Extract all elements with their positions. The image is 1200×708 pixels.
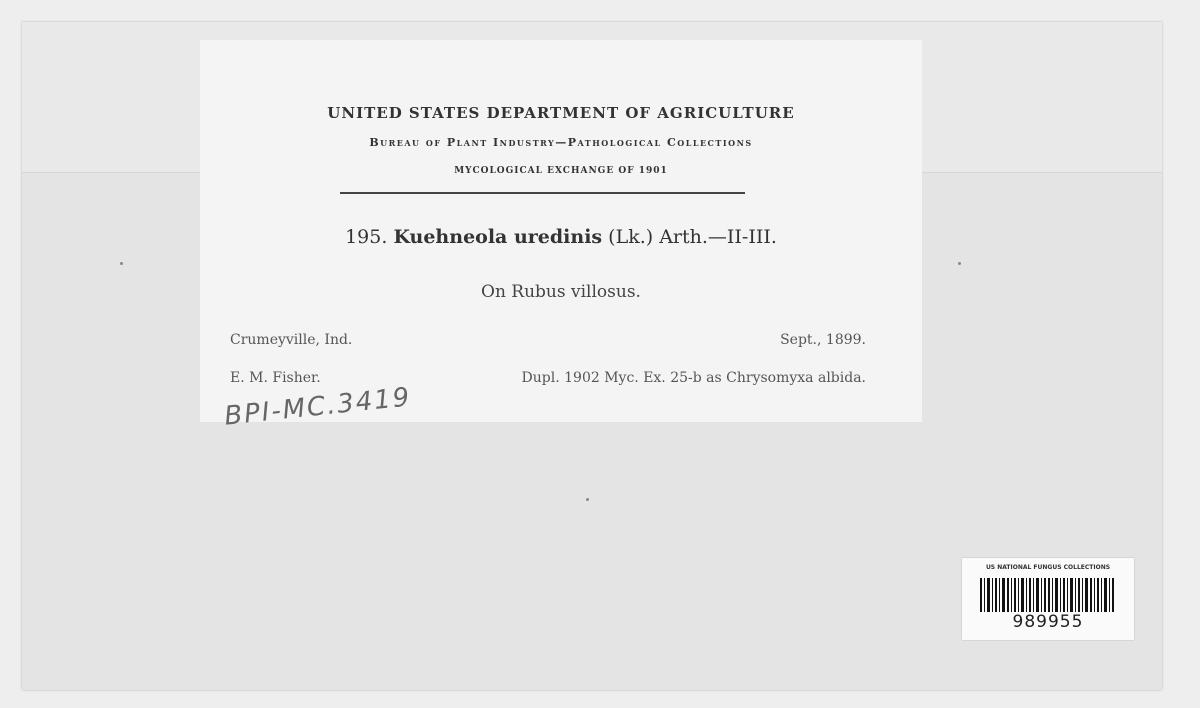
collection-date: Sept., 1899. (780, 332, 866, 348)
label-header-bureau: Bureau of Plant Industry—Pathological Collections (369, 136, 753, 149)
specimen-label (200, 40, 922, 422)
host-plant: On Rubus villosus. (481, 282, 641, 302)
collection-locality: Crumeyville, Ind. (230, 332, 353, 348)
specimen-number: 195. (345, 226, 388, 248)
barcode-label (962, 558, 1134, 640)
paper-speck (958, 262, 961, 265)
header-divider (340, 192, 745, 194)
species-authority: (Lk.) Arth.—II-III. (608, 226, 777, 248)
collector-name: E. M. Fisher. (230, 370, 321, 386)
paper-speck (120, 262, 123, 265)
label-header-department: UNITED STATES DEPARTMENT OF AGRICULTURE (327, 104, 795, 122)
barcode-icon (980, 578, 1116, 612)
handwritten-accession: BPI-MC.3419 (222, 382, 413, 432)
barcode-number: 989955 (1012, 612, 1084, 632)
species-line (200, 226, 922, 248)
label-header-exchange: MYCOLOGICAL EXCHANGE OF 1901 (454, 166, 668, 176)
duplicate-note: Dupl. 1902 Myc. Ex. 25-b as Chrysomyxa albida. (521, 370, 866, 386)
paper-speck (586, 498, 589, 501)
species-name: Kuehneola uredinis (393, 226, 603, 248)
barcode-caption: US NATIONAL FUNGUS COLLECTIONS (985, 564, 1111, 571)
